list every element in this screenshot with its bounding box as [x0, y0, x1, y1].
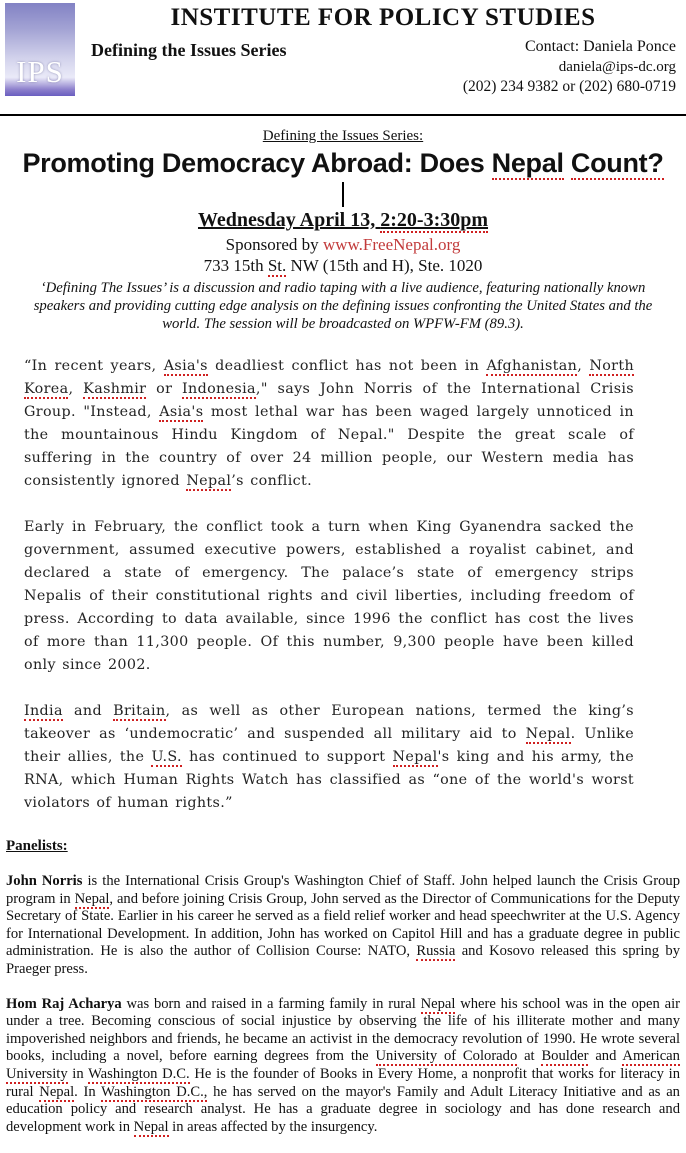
paragraph-conflict-quote: “In recent years, Asia's deadliest conflict has not been in Afghanistan, North Korea, Kashmir or Indonesia," says John Norris of the International Crisis Group. "Instead, Asia's most lethal war has been waged largely unnoticed in the mountainous Hindu Kingdom of Nepal." Despite the great scale of suffering in the country of over 24 million people, our Western media has consistently ignored Nepal’s conflict. [24, 358, 634, 489]
contact-name: Contact: Daniela Ponce [524, 38, 676, 55]
org-name: INSTITUTE FOR POLICY STUDIES [170, 4, 596, 31]
contact-block [463, 37, 676, 97]
series-heading: Defining the Issues Series: [262, 128, 424, 144]
body-text [0, 355, 686, 815]
panelists-section [6, 838, 680, 1136]
sponsor-line [0, 235, 686, 255]
header-divider [0, 114, 686, 116]
paragraph-international-response: India and Britain, as well as other European nations, termed the king’s takeover as ‘undemocratic’ and suspended all military aid to Nepal. Unlike their allies, the U.S. has continued to support Nepal's king and his army, the RNA, which Human Rights Watch has classified as “one of the world's worst violators of human rights.” [24, 703, 635, 811]
cursor-bar [342, 182, 344, 207]
series-label: Defining the Issues Series [91, 40, 287, 60]
sponsor-link[interactable]: www.FreeNepal.org [322, 235, 461, 254]
event-description: ‘Defining The Issues’ is a discussion and radio taping with a live audience, featuring nationally known speakers and providing cutting edge analysis on the defining issues confronting the United States and the world. The session will be broadcasted on WPFW-FM (89.3). [33, 280, 653, 332]
sponsor-prefix: Sponsored by [225, 235, 323, 254]
ips-logo-text: IPS [16, 54, 64, 89]
contact-phone: (202) 234 9382 or (202) 680-0719 [462, 78, 676, 95]
paragraph-king-takeover: Early in February, the conflict took a turn when King Gyanendra sacked the government, assumed executive powers, established a royalist cabinet, and declared a state of emergency. The palace’s state of emergency strips Nepalis of their constitutional rights and civil liberties, including freedom of press. According to data available, since 1996 the conflict has cost the lives of more than 11,300 people. Of this number, 9,300 people have been killed only since 2002. [24, 519, 634, 673]
ips-logo [5, 3, 75, 96]
header [0, 0, 686, 104]
event-block [0, 128, 686, 333]
event-datetime: Wednesday April 13, 2:20-3:30pm [197, 209, 489, 231]
event-title: Promoting Democracy Abroad: Does Nepal Count? [22, 148, 664, 178]
contact-email: daniela@ips-dc.org [558, 59, 676, 75]
bio-hom-raj-acharya: Hom Raj Acharya was born and raised in a farming family in rural Nepal where his school was in the open air under a tree. Becoming conscious of social injustice by observing the life of his illiterate mother and many impoverished neighbors and friends, he became an activist in the democracy revolution of 1990. He wrote several books, including a novel, before earning degrees from the University of Colorado at Boulder and American University in Washington D.C. He is the founder of Books in Every Home, a nonprofit that works for literacy in rural Nepal. In Washington D.C., he has served on the mayor's Family and Adult Literacy Initiative and as an education policy and research analyst. He has a graduate degree in sociology and has done research and development work in Nepal in areas affected by the insurgency. [6, 995, 680, 1135]
panelists-heading: Panelists: [6, 838, 68, 854]
address-line: 733 15th St. NW (15th and H), Ste. 1020 [203, 256, 483, 275]
bio-john-norris: John Norris is the International Crisis Group's Washington Chief of Staff. John helped launch the Crisis Group program in Nepal, and before joining Crisis Group, John served as the Director of Communications for the Deputy Secretary of State. Earlier in his career he served as a field relief worker and head speechwriter at the U.S. Agency for International Development. In addition, John has worked on Capitol Hill and has a graduate degree in public administration. He is also the author of Collision Course: NATO, Russia and Kosovo released this spring by Praeger press. [6, 873, 681, 977]
